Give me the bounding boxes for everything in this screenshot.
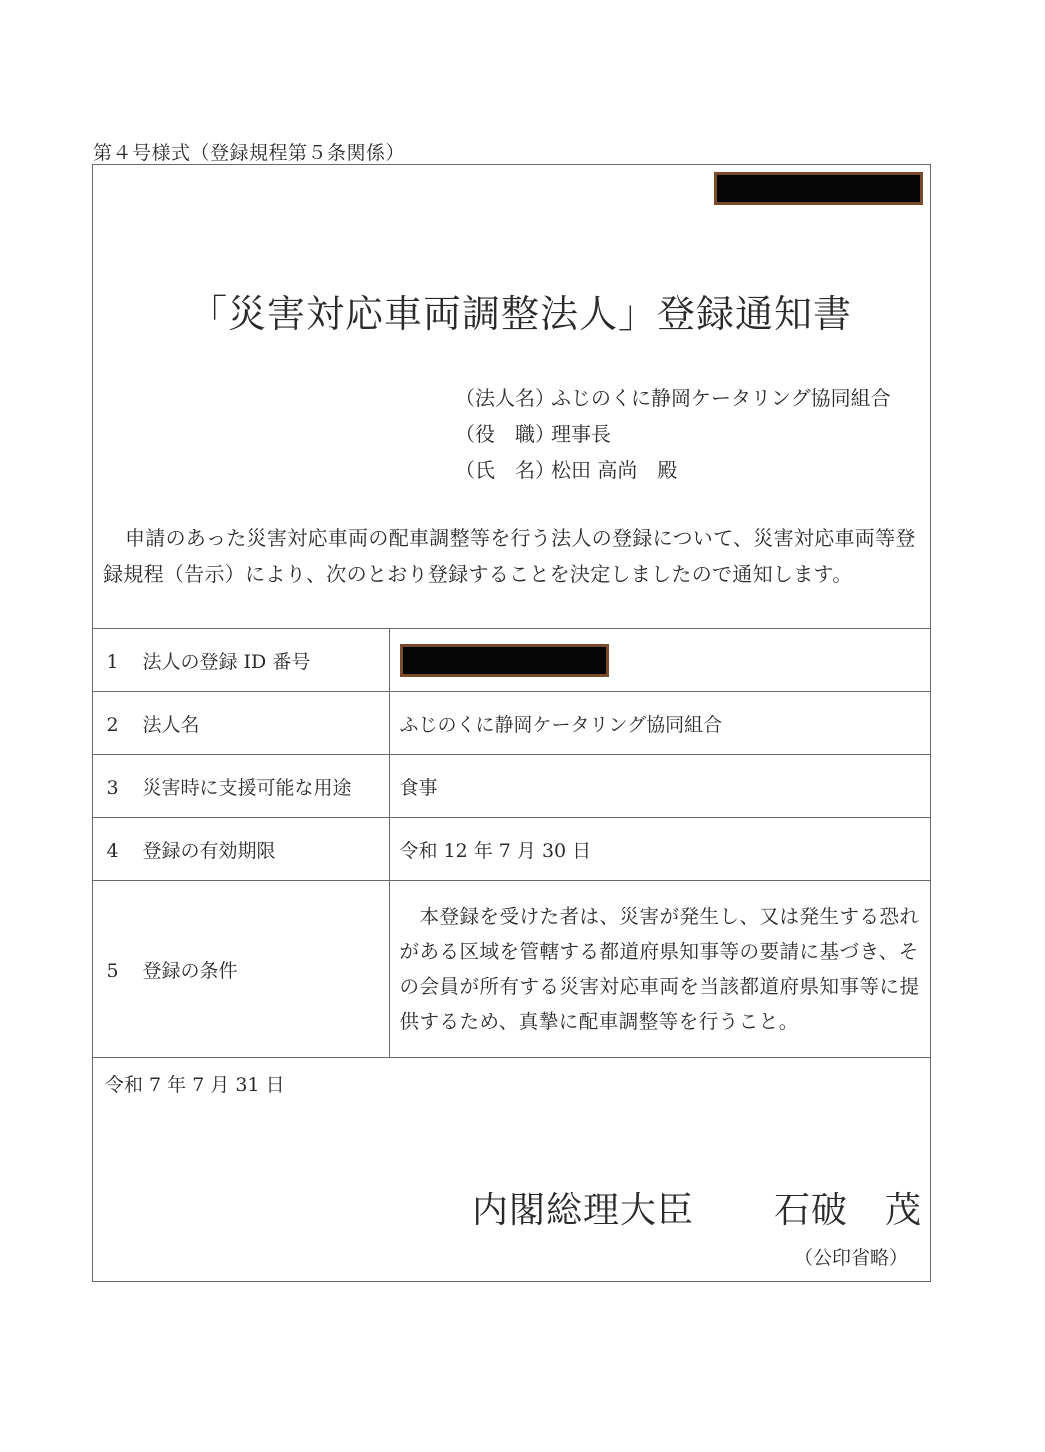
row-value-cell bbox=[389, 629, 930, 692]
position-value: 理事長 bbox=[551, 422, 611, 446]
addressee-position-row bbox=[455, 416, 891, 452]
row-label-cell bbox=[92, 629, 389, 692]
redacted-block-top bbox=[714, 172, 923, 205]
position-label: （役 職） bbox=[455, 422, 555, 446]
row-label-cell bbox=[92, 818, 389, 881]
row-label: 法人名 bbox=[142, 713, 200, 736]
row-value: 令和 12 年 7 月 30 日 bbox=[389, 818, 930, 881]
row-label: 法人の登録 ID 番号 bbox=[142, 650, 311, 673]
row-label-cell bbox=[92, 755, 389, 818]
issuer-title: 内閣総理大臣 bbox=[471, 1190, 694, 1231]
corp-label: （法人名） bbox=[455, 386, 555, 410]
table-row bbox=[92, 881, 930, 1058]
row-label: 災害時に支援可能な用途 bbox=[142, 776, 352, 799]
issuer-signature bbox=[472, 1182, 922, 1233]
preamble-text: 申請のあった災害対応車両の配車調整等を行う法人の登録について、災害対応車両等登録規程（告示）により、次のとおり登録することを決定しましたので通知します。 bbox=[103, 526, 916, 586]
row-number: 4 bbox=[106, 839, 119, 862]
registration-conditions: 本登録を受けた者は、災害が発生し、又は発生する恐れがある区域を管轄する都道府県知事等の要請に基づき、その会員が所有する災害対応車両を当該都道府県知事等に提供するため、真摯に配車調整等を行うこと。 bbox=[399, 905, 920, 1033]
name-value: 松田 高尚 殿 bbox=[551, 458, 678, 482]
registration-table bbox=[92, 628, 931, 1058]
row-number: 5 bbox=[106, 959, 119, 982]
name-label: （氏 名） bbox=[455, 458, 555, 482]
issue-date: 令和 7 年 7 月 31 日 bbox=[105, 1074, 285, 1096]
corp-name: ふじのくに静岡ケータリング協同組合 bbox=[551, 386, 891, 410]
notice-frame bbox=[92, 164, 931, 1282]
row-label: 登録の条件 bbox=[142, 959, 238, 982]
redacted-id-number bbox=[400, 644, 609, 677]
table-row bbox=[92, 692, 930, 755]
document-title: 「災害対応車両調整法人」登録通知書 bbox=[188, 292, 852, 336]
row-label-cell bbox=[92, 692, 389, 755]
addressee-corp-row bbox=[455, 380, 891, 416]
issuer-name: 石破 茂 bbox=[773, 1190, 922, 1231]
row-number: 1 bbox=[106, 650, 119, 673]
table-row bbox=[92, 818, 930, 881]
row-label-cell bbox=[92, 881, 389, 1058]
row-number: 3 bbox=[106, 776, 119, 799]
addressee-name-row bbox=[455, 452, 891, 488]
table-row bbox=[92, 755, 930, 818]
addressee-block bbox=[455, 380, 891, 488]
row-value: ふじのくに静岡ケータリング協同組合 bbox=[389, 692, 930, 755]
row-label: 登録の有効期限 bbox=[142, 839, 276, 862]
row-number: 2 bbox=[106, 713, 119, 736]
row-value: 食事 bbox=[389, 755, 930, 818]
table-row bbox=[92, 629, 930, 692]
form-number: 第４号様式（登録規程第５条関係） bbox=[93, 142, 406, 164]
row-value-cell bbox=[389, 881, 930, 1058]
seal-omitted-note: （公印省略） bbox=[793, 1247, 908, 1269]
